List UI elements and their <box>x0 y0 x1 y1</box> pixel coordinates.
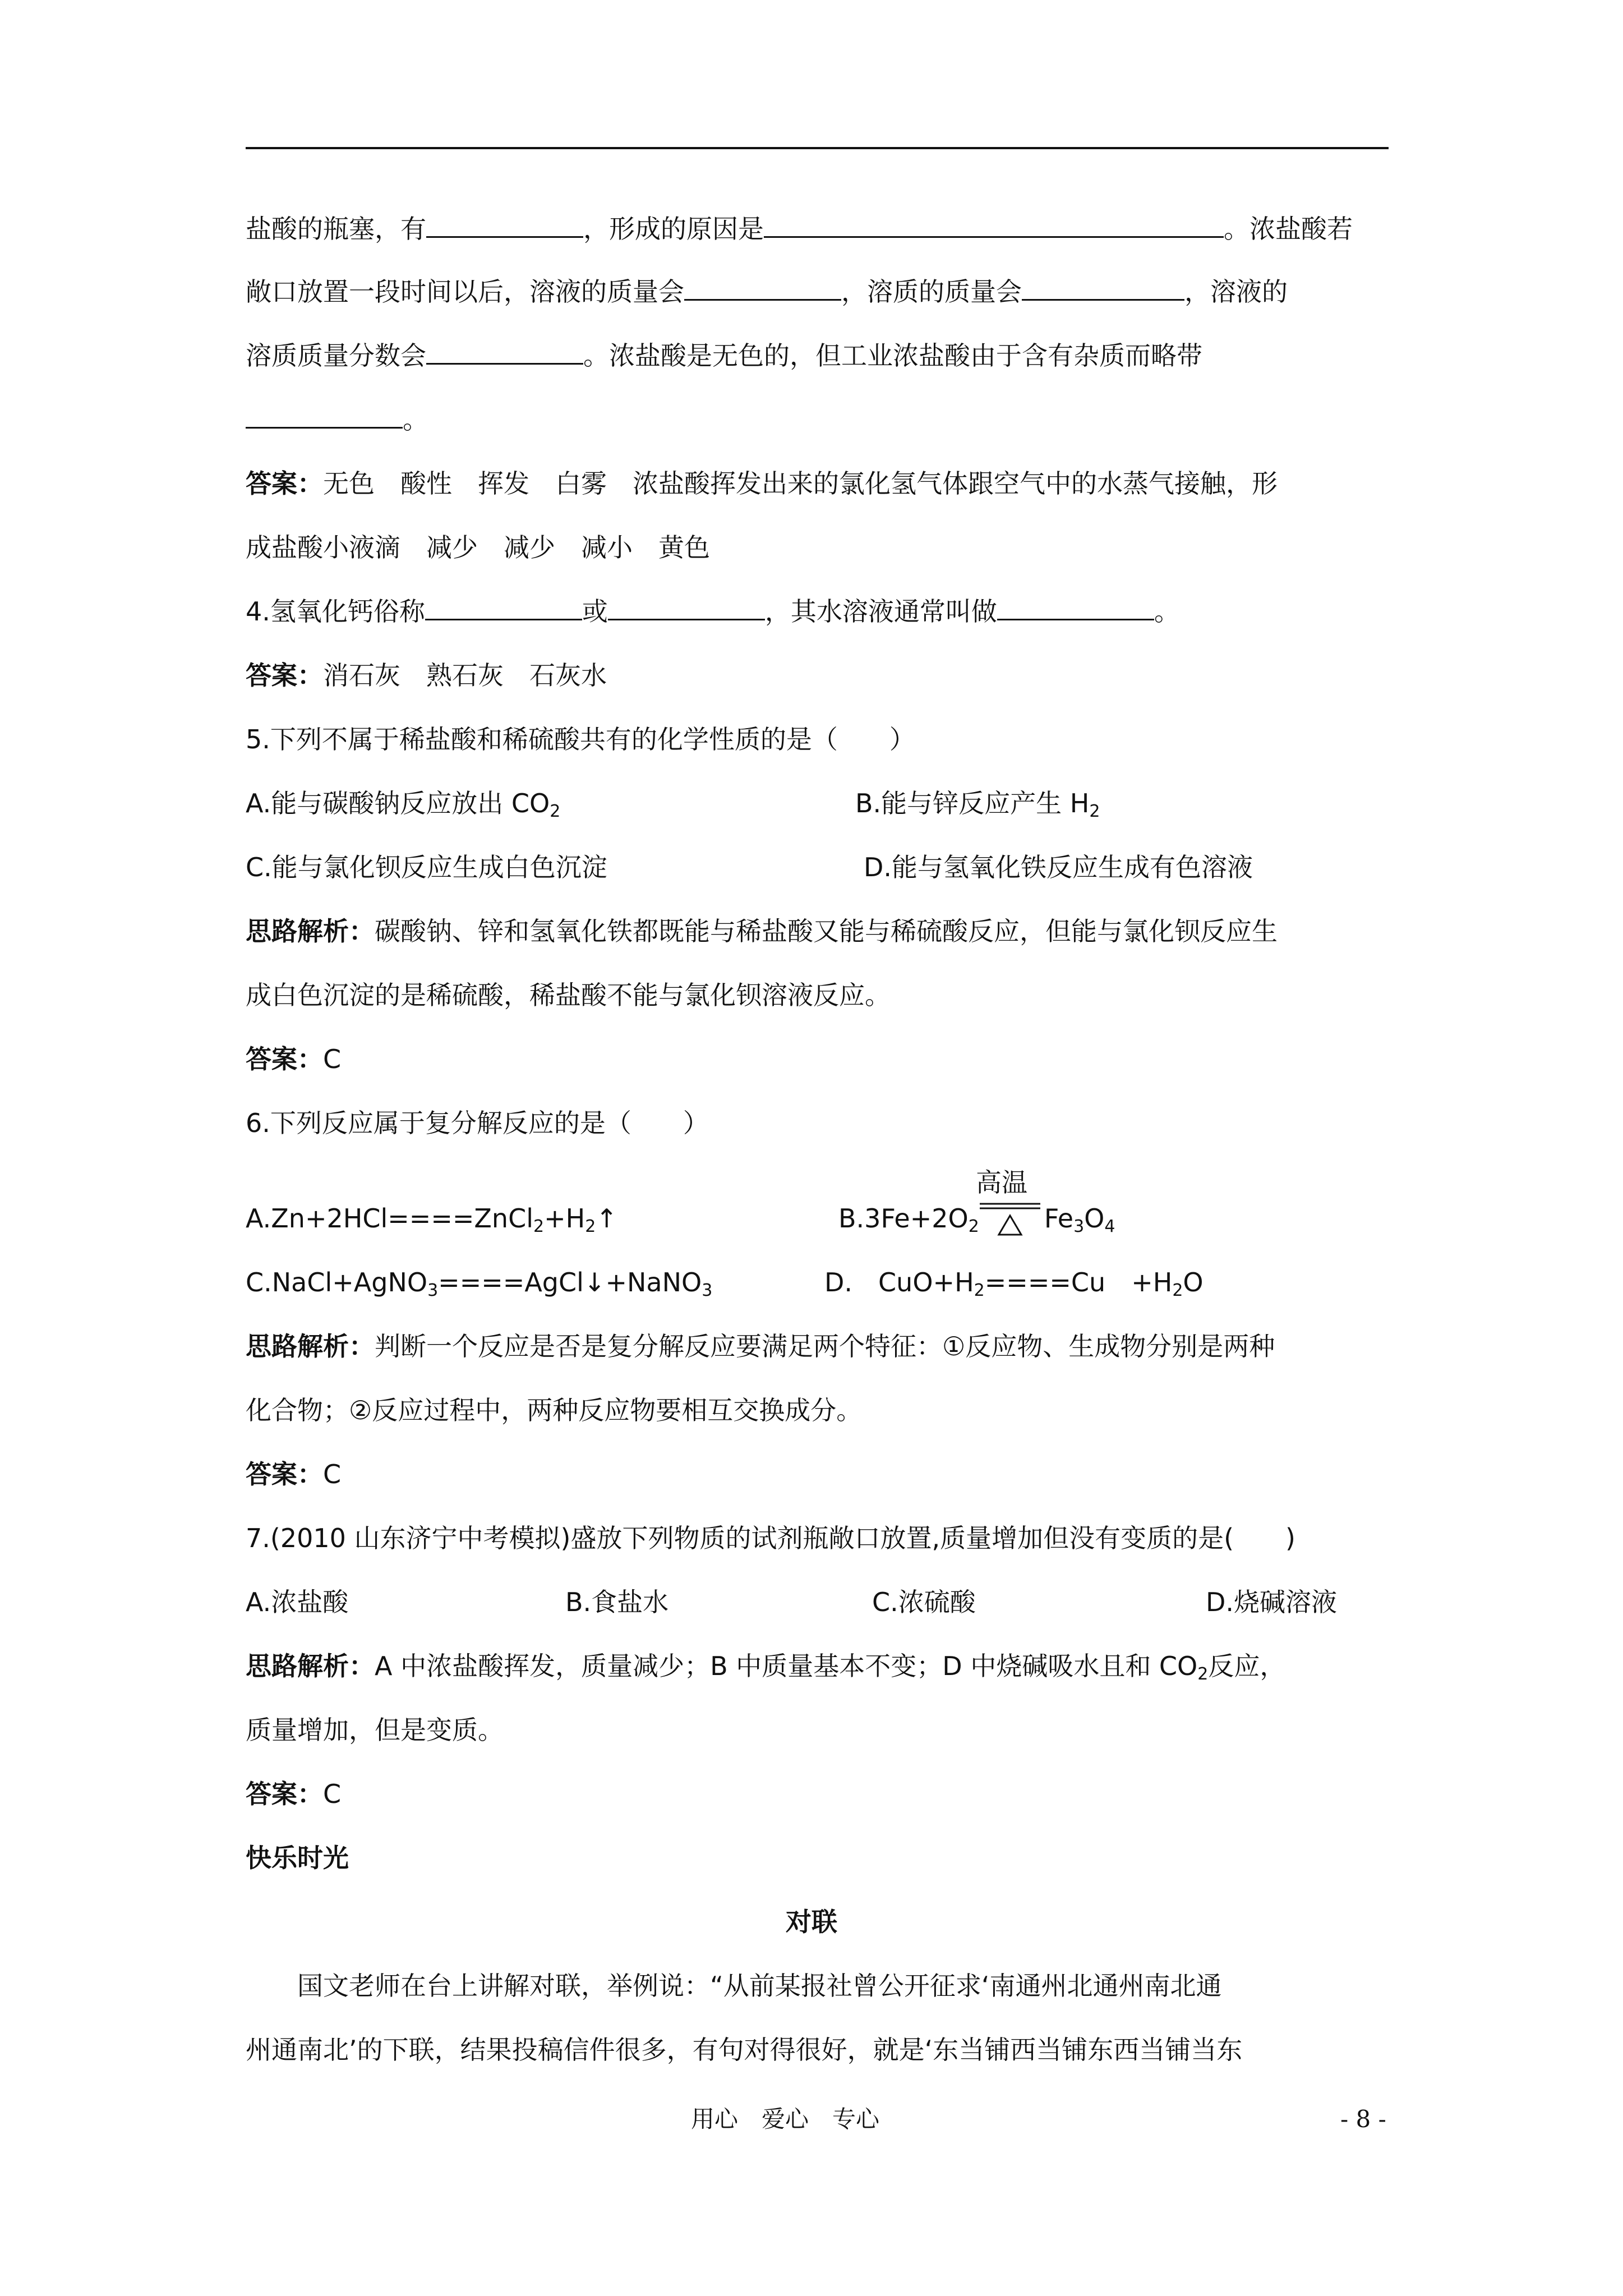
question-7: 7.(2010 山东济宁中考模拟)盛放下列物质的试剂瓶敞口放置,质量增加但没有变质的是( ) <box>246 1523 1295 1553</box>
q3-line-2 <box>246 275 1288 309</box>
fill-blank <box>426 341 583 365</box>
text: 。 <box>403 404 428 435</box>
question-6: 6.下列反应属于复分解反应的是（ ） <box>246 1108 709 1138</box>
answer-7 <box>246 1777 341 1811</box>
answer-label: 答案： <box>246 468 323 499</box>
fill-blank <box>246 404 403 429</box>
analysis-7-line-1 <box>246 1649 1285 1683</box>
analysis-6-line-2: 化合物；②反应过程中，两种反应物要相互交换成分。 <box>246 1395 863 1425</box>
subscript: 4 <box>1104 1217 1115 1236</box>
analysis-label: 思路解析： <box>246 1331 375 1361</box>
option-5a <box>246 786 560 820</box>
analysis-7-line-2: 质量增加，但是变质。 <box>246 1715 504 1745</box>
option-5c: C.能与氯化钡反应生成白色沉淀 <box>246 852 607 882</box>
answer-text: 消石灰 熟石灰 石灰水 <box>323 660 607 691</box>
text: 或 <box>582 596 608 627</box>
answer-6 <box>246 1457 341 1491</box>
subscript: 2 <box>585 1217 596 1236</box>
option-6a <box>246 1202 617 1235</box>
answer-3-line-1 <box>246 467 1278 500</box>
text: 敞口放置一段时间以后，溶液的质量会 <box>246 277 684 307</box>
subscript: 3 <box>702 1281 713 1300</box>
text: 。浓盐酸若 <box>1224 214 1353 244</box>
text: Fe <box>1044 1203 1074 1234</box>
analysis-text: A 中浓盐酸挥发，质量减少；B 中质量基本不变；D 中烧碱吸水且和 CO <box>375 1651 1198 1681</box>
reaction-condition: 高温 <box>976 1167 1027 1198</box>
fill-blank <box>997 596 1154 620</box>
fill-blank <box>764 214 1224 238</box>
fill-blank <box>684 277 841 301</box>
text: A.Zn+2HCl====ZnCl <box>246 1203 533 1234</box>
q3-line-3 <box>246 339 1202 372</box>
couplet-paragraph-line-1: 国文老师在台上讲解对联，举例说：“从前某报社曾公开征求‘南通州北通州南北通 <box>297 1971 1222 2001</box>
equation-text <box>838 1202 1115 1235</box>
text: 溶质质量分数会 <box>246 341 426 371</box>
header-rule <box>246 147 1389 149</box>
text: ，其水溶液通常叫做 <box>764 596 997 627</box>
subscript: 2 <box>974 1281 985 1300</box>
option-6d <box>824 1266 1204 1299</box>
q3-line-4 <box>246 403 428 436</box>
analysis-5-line-2: 成白色沉淀的是稀硫酸，稀盐酸不能与氯化钡溶液反应。 <box>246 980 891 1010</box>
answer-label: 答案： <box>246 1044 323 1074</box>
text: 。 <box>1154 596 1180 627</box>
answer-3-line-2 <box>246 531 710 564</box>
text: ，溶质的质量会 <box>841 277 1022 307</box>
option-5b <box>855 786 1100 820</box>
subscript: 2 <box>968 1217 979 1236</box>
text: ====Cu +H <box>984 1267 1173 1297</box>
option-6c <box>246 1266 712 1299</box>
text: +H <box>544 1203 585 1234</box>
subscript: 2 <box>533 1217 545 1236</box>
answer-5 <box>246 1042 341 1076</box>
analysis-5-line-1 <box>246 914 1278 948</box>
option-5d: D.能与氢氧化铁反应生成有色溶液 <box>864 852 1253 882</box>
answer-label: 答案： <box>246 1459 323 1489</box>
couplet-title: 对联 <box>786 1907 837 1937</box>
analysis-text: 碳酸钠、锌和氢氧化铁都既能与稀盐酸又能与稀硫酸反应，但能与氯化钡反应生 <box>375 916 1278 946</box>
analysis-label: 思路解析： <box>246 1651 375 1681</box>
analysis-6-line-1 <box>246 1329 1275 1363</box>
answer-text: 无色 酸性 挥发 白雾 浓盐酸挥发出来的氯化氢气体跟空气中的水蒸气接触，形 <box>323 468 1278 499</box>
subscript: 3 <box>1073 1217 1085 1236</box>
analysis-text: 判断一个反应是否是复分解反应要满足两个特征：①反应物、生成物分别是两种 <box>375 1331 1275 1361</box>
text: C.NaCl+AgNO <box>246 1267 428 1297</box>
text: O <box>1084 1203 1105 1234</box>
option-7b: B.食盐水 <box>565 1587 669 1617</box>
answer-label: 答案： <box>246 660 323 691</box>
answer-text: C <box>323 1044 342 1074</box>
answer-text: C <box>323 1779 342 1809</box>
text: ，形成的原因是 <box>583 214 764 244</box>
subscript: 3 <box>427 1281 439 1300</box>
text: 盐酸的瓶塞，有 <box>246 214 426 244</box>
subscript: 2 <box>1197 1664 1209 1684</box>
text: D. CuO+H <box>824 1267 974 1297</box>
text: O <box>1183 1267 1204 1297</box>
answer-text: 成盐酸小液滴 减少 减少 减小 黄色 <box>246 532 710 563</box>
question-4 <box>246 595 1180 628</box>
q3-line-1 <box>246 212 1353 246</box>
option-6b <box>838 1167 1152 1245</box>
text: 。浓盐酸是无色的，但工业浓盐酸由于含有杂质而略带 <box>583 341 1202 371</box>
text: 4.氢氧化钙俗称 <box>246 596 425 627</box>
subscript: 2 <box>550 802 561 821</box>
fill-blank <box>426 214 583 238</box>
section-heading: 快乐时光 <box>246 1843 349 1873</box>
option-7a: A.浓盐酸 <box>246 1587 349 1617</box>
couplet-paragraph-line-2: 州通南北’的下联，结果投稿信件很多，有句对得很好，就是‘东当铺西当铺东西当铺当东 <box>246 2035 1243 2065</box>
equals-bars-icon <box>980 1202 1040 1212</box>
fill-blank <box>425 596 582 620</box>
fill-blank <box>1022 277 1184 301</box>
analysis-text: 反应， <box>1208 1651 1286 1681</box>
page-number: - 8 - <box>1340 2105 1386 2133</box>
question-5: 5.下列不属于稀盐酸和稀硫酸共有的化学性质的是（ ） <box>246 724 915 754</box>
text: ↑ <box>596 1203 617 1234</box>
text: B.能与锌反应产生 H <box>855 788 1090 818</box>
text: B.3Fe+2O <box>838 1203 969 1234</box>
answer-4 <box>246 659 607 692</box>
analysis-label: 思路解析： <box>246 916 375 946</box>
heat-triangle-icon <box>997 1214 1023 1236</box>
fill-blank <box>608 596 765 620</box>
footer-motto: 用心 爱心 专心 <box>691 2105 880 2133</box>
option-7c: C.浓硫酸 <box>872 1587 976 1617</box>
text: ====AgCl↓+NaNO <box>438 1267 702 1297</box>
text: A.能与碳酸钠反应放出 CO <box>246 788 550 818</box>
subscript: 2 <box>1089 802 1100 821</box>
subscript: 2 <box>1172 1281 1183 1300</box>
option-7d: D.烧碱溶液 <box>1206 1587 1338 1617</box>
answer-label: 答案： <box>246 1779 323 1809</box>
text: ，溶液的 <box>1184 277 1288 307</box>
answer-text: C <box>323 1459 342 1489</box>
